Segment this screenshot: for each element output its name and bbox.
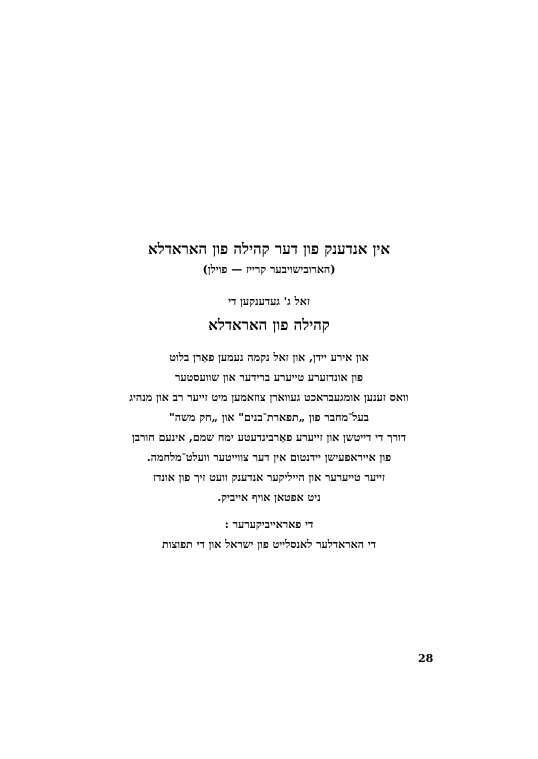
memorial-text-line: און אירע יידן, און זאל נקמה נעמען פאַרן בלוט — [169, 351, 369, 364]
community-name: קהילה פון הארא‏דלא — [208, 316, 330, 334]
publishers-label: די פאראייביקערער : — [224, 518, 314, 531]
page-number: 28 — [418, 652, 434, 665]
memorial-text-line: פון אייראפעישן יידנטום אין דער צווייטער וועלט־מלחמה. — [146, 451, 392, 464]
dedication-intro: זאל ג' געדענקען די — [228, 295, 310, 308]
memorial-text-line: בעל־מחבר פון „תפארת־בנים" און „חק משה" — [169, 411, 369, 424]
memorial-title: אין אנדענק פון דער קהילה פון הארא‏דלא — [148, 240, 390, 258]
region-subtitle: (הארובישויבער קרייז — פוילן) — [202, 263, 336, 276]
memorial-text-line: ניט אפטאן אויף אייביק. — [217, 491, 321, 504]
publishers-text: די הארא‏דלער לאנסלייט פון ישראל און די תפוצות — [161, 538, 377, 551]
memorial-text-line: פון אונדזערע טייערע ברידער און שוועסטער — [174, 371, 364, 384]
memorial-text-line: דורך די דייטשן און זייערע פאַרבינדעטע ימח שמם, אינעם חורבן — [131, 431, 407, 444]
memorial-text-line: זייער טייערער און הייליקער אנדענק וועט זיך פון אונדז — [153, 471, 385, 484]
memorial-text-line: וואס זענען אומגעבראכט געווארן צוזאמען מיט זייער רב און מנהיג — [129, 391, 409, 404]
